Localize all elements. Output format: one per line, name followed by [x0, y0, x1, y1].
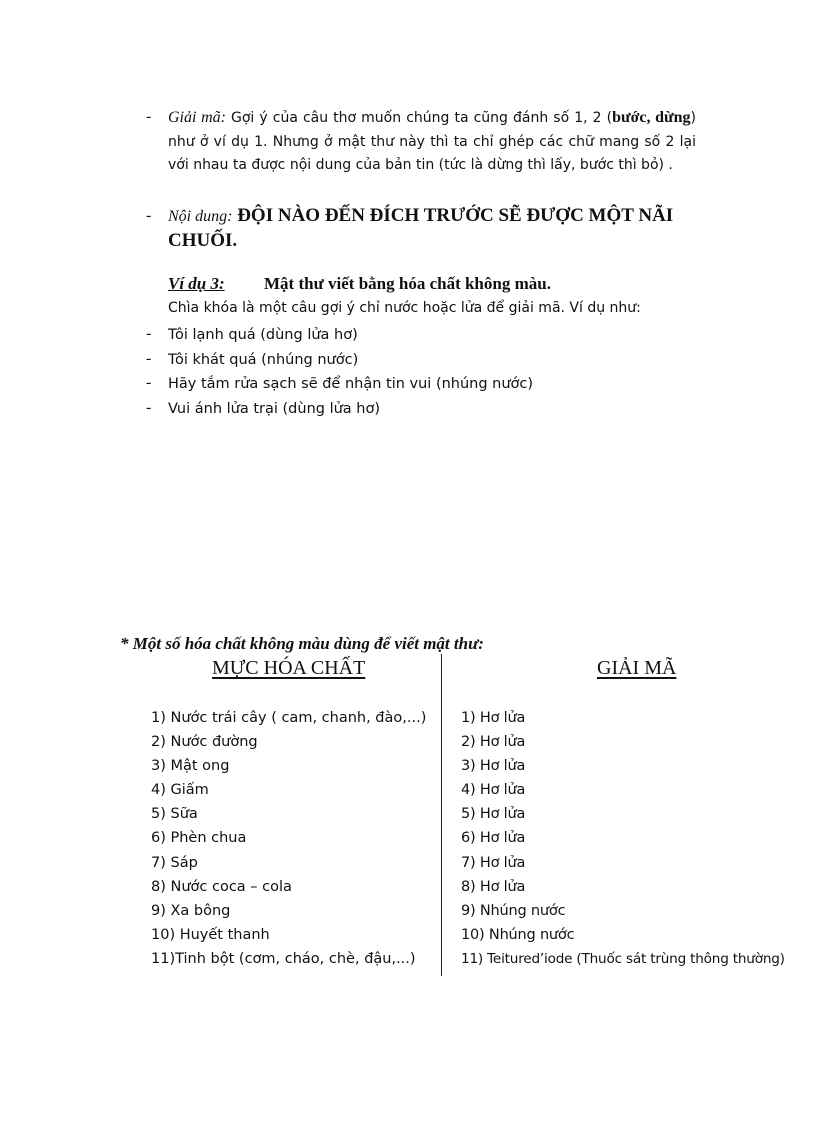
table-row: 1) Hơ lửa — [461, 710, 526, 726]
right-column-title: GIẢI MÃ — [597, 657, 677, 679]
table-row: 5) Hơ lửa — [461, 806, 526, 823]
decode-text-b: ) như ở ví dụ 1. Nhưng ở mật thư này thì ta chỉ ghép các chữ mang số 2 lại với nhau ta được nội dung của bản tin (tức là dừng thì lấy, bước thì bỏ) . — [168, 110, 697, 173]
example3-list — [168, 323, 533, 422]
bullet-dash: - — [146, 374, 152, 392]
list-item: Vui ánh lửa trại (dùng lửa hơ) — [168, 401, 381, 418]
example3-dashes — [146, 322, 151, 421]
table-row: 8) Hơ lửa — [461, 878, 526, 895]
table-row: 10) Nhúng nước — [461, 926, 575, 943]
table-row: 5) Sữa — [151, 806, 198, 823]
table-row: 10) Huyết thanh — [151, 926, 270, 943]
table-row: 2) Nước đường — [151, 734, 258, 751]
example3-title: Mật thư viết bằng hóa chất không màu. — [264, 274, 551, 293]
table-row: 4) Hơ lửa — [461, 782, 526, 799]
decode-method-list — [461, 706, 785, 971]
decode-paragraph — [168, 106, 696, 178]
bullet-dash: - — [146, 325, 152, 342]
table-row: 11) Teitured’iode (Thuốc sát trùng thông thường) — [461, 950, 785, 967]
column-divider — [441, 654, 442, 976]
example3-heading — [168, 274, 551, 294]
list-item: Tôi khát quá (nhúng nước) — [168, 351, 359, 368]
chemical-list — [151, 706, 426, 971]
table-row: 6) Hơ lửa — [461, 830, 526, 847]
example3-label: Ví dụ 3: — [168, 274, 225, 293]
decode-label: Giải mã: — [168, 109, 226, 126]
bullet-dash: - — [146, 349, 152, 367]
table-row: 3) Mật ong — [151, 758, 230, 775]
table-row: 9) Nhúng nước — [461, 902, 566, 919]
table-row: 7) Sáp — [151, 854, 198, 871]
table-row: 4) Giấm — [151, 782, 209, 799]
table-row: 6) Phèn chua — [151, 830, 247, 847]
content-label: Nội dung: — [168, 208, 233, 225]
list-item: Tôi lạnh quá (dùng lửa hơ) — [168, 327, 358, 343]
decode-text-a: Gợi ý của câu thơ muốn chúng ta cũng đánh số 1, 2 ( — [225, 110, 613, 126]
list-item: Hãy tắm rửa sạch sẽ để nhận tin vui (nhúng nước) — [168, 376, 534, 393]
content-paragraph — [168, 204, 696, 253]
table-row: 11)Tinh bột (cơm, cháo, chè, đậu,...) — [151, 950, 416, 967]
table-row: 2) Hơ lửa — [461, 734, 526, 751]
table-row: 8) Nước coca – cola — [151, 878, 292, 895]
example3-intro: Chìa khóa là một câu gợi ý chỉ nước hoặc lửa để giải mã. Ví dụ như: — [168, 300, 641, 316]
bullet-dash: - — [146, 207, 152, 224]
chemicals-heading: * Một số hóa chất không màu dùng để viết mật thư: — [120, 634, 484, 653]
bullet-dash: - — [146, 108, 152, 125]
table-row: 3) Hơ lửa — [461, 758, 526, 775]
content-text: ĐỘI NÀO ĐẾN ĐÍCH TRƯỚC SẼ ĐƯỢC MỘT NÃI CHUỐI. — [168, 205, 674, 251]
bullet-dash: - — [146, 399, 152, 417]
table-row: 9) Xa bông — [151, 902, 231, 919]
decode-bold-words: bước, dừng — [612, 109, 691, 126]
table-row: 1) Nước trái cây ( cam, chanh, đào,...) — [151, 710, 427, 726]
left-column-title: MỰC HÓA CHẤT — [212, 657, 366, 679]
table-row: 7) Hơ lửa — [461, 854, 526, 871]
